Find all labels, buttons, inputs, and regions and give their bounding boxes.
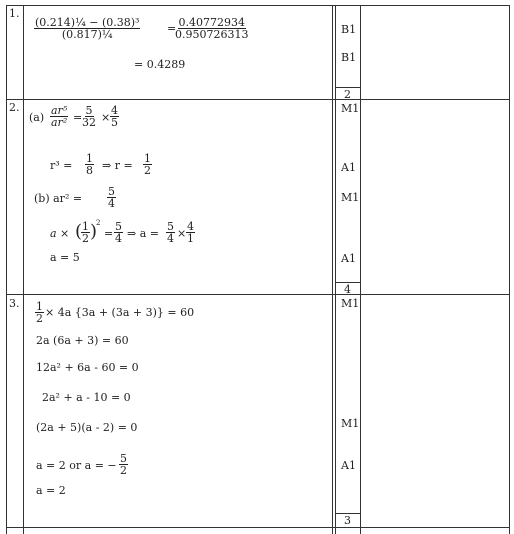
fraction-numerator: 5	[115, 220, 122, 233]
fraction	[166, 221, 175, 244]
fraction-numerator: 0.40772934	[178, 16, 245, 29]
mark: M1	[341, 102, 360, 115]
fraction-denominator: 4	[167, 232, 174, 245]
fraction-denominator: 0.950726313	[175, 28, 249, 41]
close-paren: )	[90, 221, 98, 242]
mark: A1	[341, 161, 356, 174]
times-sign: ×	[101, 111, 111, 124]
fraction	[119, 453, 128, 476]
equation-line: a = 2	[36, 484, 66, 497]
mark: M1	[341, 297, 360, 310]
r-cubed-label: r³ =	[50, 159, 73, 172]
equation-line: (2a + 5)(a - 2) = 0	[36, 421, 138, 434]
question-number: 2.	[9, 101, 20, 114]
equation-line: 12a² + 6a - 60 = 0	[36, 361, 139, 374]
fraction-denominator: 1	[187, 232, 194, 245]
fraction-denominator: ar²	[51, 116, 68, 129]
equation-line: 2a (6a + 3) = 60	[36, 334, 129, 347]
substitution-lhs: a ×	[50, 227, 70, 240]
equals-sign: =	[167, 22, 177, 35]
fraction	[107, 186, 116, 209]
fraction-denominator: 8	[86, 164, 93, 177]
equation-line: a = 2 or a = −	[36, 459, 117, 472]
open-paren: (	[75, 221, 83, 242]
fraction-numerator: 4	[187, 220, 194, 233]
fraction-numerator: 5	[85, 104, 93, 117]
exponent: 2	[96, 219, 101, 227]
fraction	[81, 221, 90, 244]
fraction	[114, 221, 123, 244]
mark: B1	[341, 51, 357, 64]
fraction-numerator: 5	[120, 452, 127, 465]
question-number: 1.	[9, 7, 20, 20]
implies-text: ⇒ r =	[102, 159, 133, 172]
total-marks: 4	[344, 283, 351, 296]
fraction-denominator: 2	[36, 312, 43, 325]
fraction-numerator: 5	[167, 220, 174, 233]
mark: B1	[341, 23, 357, 36]
fraction	[110, 105, 119, 128]
mark: A1	[341, 459, 356, 472]
fraction-denominator: 2	[82, 232, 89, 245]
fraction-numerator: 1	[82, 220, 89, 233]
fraction-denominator: 32	[82, 116, 96, 129]
fraction-numerator: 5	[108, 185, 115, 198]
implies-text: ⇒ a =	[127, 227, 159, 240]
expression-fraction	[34, 17, 140, 40]
fraction-denominator: 4	[108, 197, 115, 210]
part-label: (a)	[29, 111, 45, 124]
fraction	[82, 105, 96, 128]
result: = 0.4289	[134, 58, 186, 71]
fraction-numerator: ar⁵	[51, 104, 68, 117]
fraction-denominator: 2	[120, 464, 127, 477]
answer: a = 5	[50, 251, 80, 264]
fraction-denominator: 2	[144, 164, 151, 177]
equals-sign: =	[104, 227, 114, 240]
fraction-numerator: 4	[111, 104, 118, 117]
equation-line: 2a² + a - 10 = 0	[42, 391, 131, 404]
times-sign: ×	[177, 227, 187, 240]
fraction-numerator: 1	[86, 152, 93, 165]
fraction-denominator: 4	[115, 232, 122, 245]
mark: M1	[341, 191, 360, 204]
fraction-numerator: 1	[36, 300, 43, 313]
ratio-fraction	[50, 105, 68, 128]
fraction-denominator: (0.817)¼	[61, 28, 113, 41]
value-fraction	[175, 17, 248, 40]
equals-sign: =	[73, 111, 83, 124]
mark: A1	[341, 252, 356, 265]
mark: M1	[341, 417, 360, 430]
fraction	[85, 153, 94, 176]
total-marks: 2	[344, 88, 351, 101]
fraction	[186, 221, 195, 244]
fraction	[143, 153, 152, 176]
question-number: 3.	[9, 297, 20, 310]
part-b-label: (b) ar² =	[34, 192, 83, 205]
fraction	[35, 301, 44, 324]
fraction-numerator: 1	[144, 152, 151, 165]
fraction-denominator: 5	[111, 116, 118, 129]
equation-line: × 4a {3a + (3a + 3)} = 60	[45, 306, 195, 319]
fraction-numerator: (0.214)¼ − (0.38)³	[35, 16, 140, 29]
total-marks: 3	[344, 514, 351, 527]
